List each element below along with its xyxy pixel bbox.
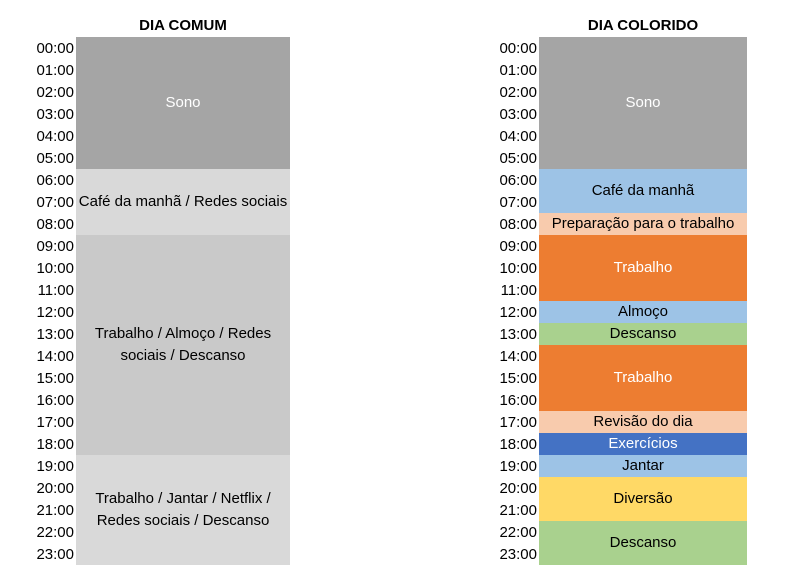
time-label: 05:00 xyxy=(36,150,74,167)
schedule-block xyxy=(76,37,290,169)
schedule-block xyxy=(539,521,747,565)
time-label: 22:00 xyxy=(499,524,537,541)
time-label: 04:00 xyxy=(36,128,74,145)
schedule-block xyxy=(539,345,747,411)
time-label: 11:00 xyxy=(37,282,74,299)
time-label: 00:00 xyxy=(499,40,537,57)
schedule-block xyxy=(76,455,290,565)
schedule-block xyxy=(76,235,290,455)
schedule-block xyxy=(539,323,747,345)
schedule-block-label: Jantar xyxy=(622,457,664,474)
time-label: 15:00 xyxy=(499,370,537,387)
time-label: 08:00 xyxy=(499,216,537,233)
schedule-block-label: Exercícios xyxy=(608,435,678,452)
time-label: 21:00 xyxy=(36,502,74,519)
time-label: 02:00 xyxy=(499,84,537,101)
colorido-time-column xyxy=(489,37,537,565)
schedule-block xyxy=(539,411,747,433)
time-label: 05:00 xyxy=(499,150,537,167)
schedule-block xyxy=(539,37,747,169)
schedule-block-label: Sono xyxy=(165,94,201,111)
schedule-block-label: Descanso xyxy=(609,325,677,342)
time-label: 13:00 xyxy=(36,326,74,343)
time-label: 11:00 xyxy=(500,282,537,299)
comum-time-column xyxy=(26,37,74,565)
schedule-block-label: Café da manhã / Redes sociais xyxy=(78,193,288,210)
schedule-block-label: Diversão xyxy=(613,490,673,507)
schedule-block xyxy=(539,235,747,301)
schedule-block-label: Café da manhã xyxy=(591,182,695,199)
schedule-block xyxy=(539,301,747,323)
time-label: 12:00 xyxy=(499,304,537,321)
time-label: 23:00 xyxy=(36,546,74,563)
time-label: 03:00 xyxy=(499,106,537,123)
time-label: 06:00 xyxy=(499,172,537,189)
time-label: 10:00 xyxy=(499,260,537,277)
comum-schedule xyxy=(76,37,290,565)
time-label: 22:00 xyxy=(36,524,74,541)
time-label: 07:00 xyxy=(36,194,74,211)
time-label: 19:00 xyxy=(36,458,74,475)
comum-title: DIA COMUM xyxy=(139,17,227,34)
time-label: 23:00 xyxy=(499,546,537,563)
time-label: 20:00 xyxy=(499,480,537,497)
time-label: 20:00 xyxy=(36,480,74,497)
schedule-block xyxy=(539,169,747,213)
time-label: 04:00 xyxy=(499,128,537,145)
schedule-block-label: Almoço xyxy=(617,303,669,320)
time-label: 00:00 xyxy=(36,40,74,57)
schedule-block-label: Trabalho xyxy=(613,259,673,276)
time-label: 10:00 xyxy=(36,260,74,277)
schedule-block xyxy=(539,213,747,235)
schedule-block-label: Trabalho / Jantar / Netflix / Redes sociais / Descanso xyxy=(95,490,271,529)
schedule-block xyxy=(539,477,747,521)
schedule-block-label: Sono xyxy=(625,94,661,111)
time-label: 14:00 xyxy=(499,348,537,365)
time-label: 16:00 xyxy=(499,392,537,409)
time-label: 12:00 xyxy=(36,304,74,321)
time-label: 13:00 xyxy=(499,326,537,343)
schedule-block-label: Descanso xyxy=(609,534,677,551)
schedule-block-label: Preparação para o trabalho xyxy=(551,215,735,232)
time-label: 07:00 xyxy=(499,194,537,211)
time-label: 19:00 xyxy=(499,458,537,475)
schedule-block-label: Revisão do dia xyxy=(593,413,693,430)
colorido-schedule xyxy=(539,37,747,565)
schedule-block xyxy=(539,433,747,455)
colorido-title: DIA COLORIDO xyxy=(587,17,699,34)
time-label: 21:00 xyxy=(499,502,537,519)
schedule-block xyxy=(539,455,747,477)
time-label: 15:00 xyxy=(36,370,74,387)
schedule-block-label: Trabalho xyxy=(613,369,673,386)
time-label: 09:00 xyxy=(36,238,74,255)
time-label: 18:00 xyxy=(499,436,537,453)
time-label: 06:00 xyxy=(36,172,74,189)
time-label: 03:00 xyxy=(36,106,74,123)
time-label: 01:00 xyxy=(499,62,537,79)
time-label: 08:00 xyxy=(36,216,74,233)
time-label: 16:00 xyxy=(36,392,74,409)
schedule-block-label: Trabalho / Almoço / Redes sociais / Descanso xyxy=(94,325,272,364)
time-label: 14:00 xyxy=(36,348,74,365)
time-label: 02:00 xyxy=(36,84,74,101)
time-label: 01:00 xyxy=(36,62,74,79)
schedule-block xyxy=(76,169,290,235)
time-label: 17:00 xyxy=(499,414,537,431)
time-label: 09:00 xyxy=(499,238,537,255)
time-label: 18:00 xyxy=(36,436,74,453)
time-label: 17:00 xyxy=(36,414,74,431)
